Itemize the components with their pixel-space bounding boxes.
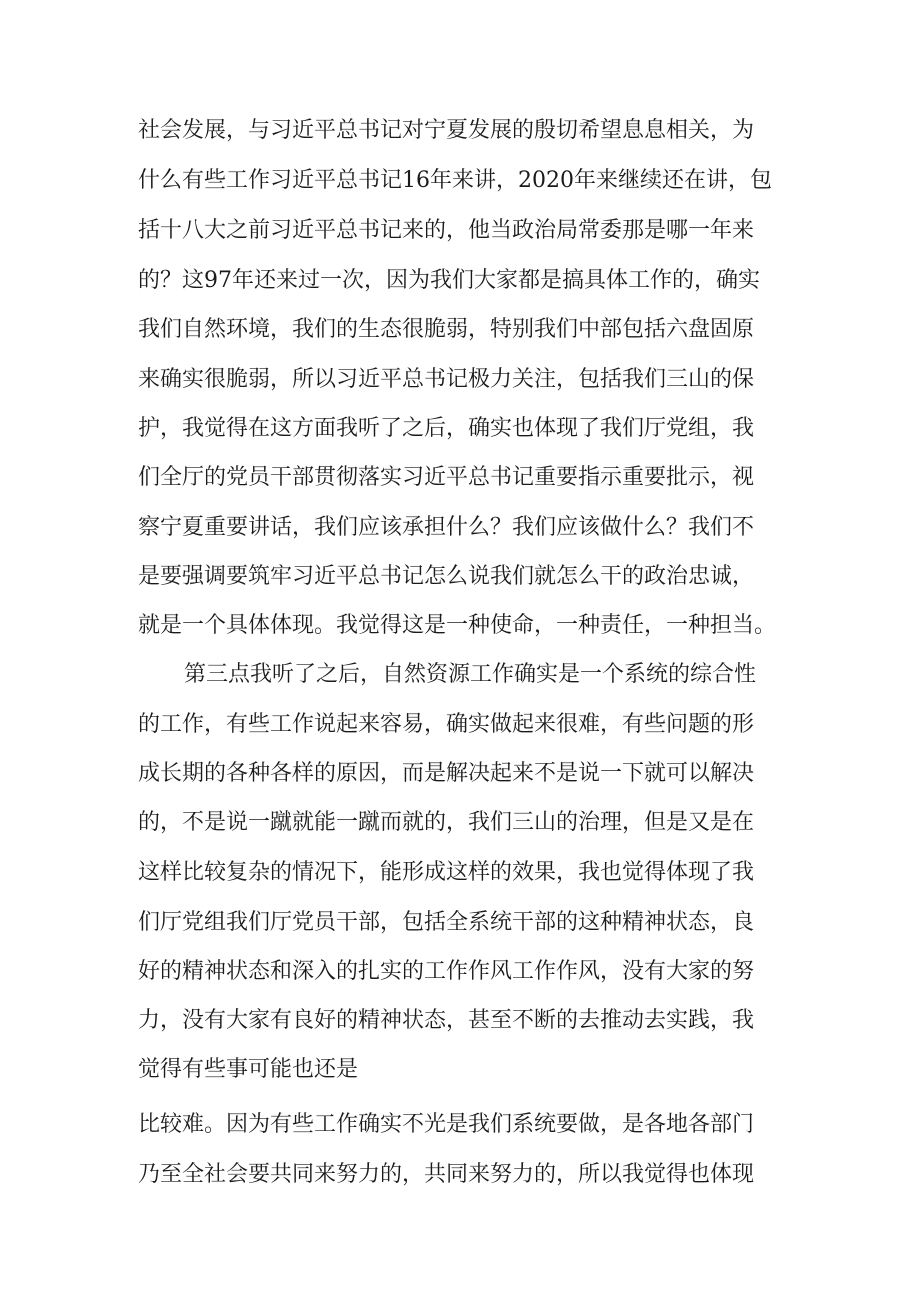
text-line: 们全厅的党员干部贯彻落实习近平总书记重要指示重要批示，视	[138, 465, 755, 490]
text-line: 是要强调要筑牢习近平总书记怎么说我们就怎么干的政治忠诚，	[138, 564, 755, 589]
text-line: 护，我觉得在这方面我听了之后，确实也体现了我们厅党组，我	[138, 416, 755, 441]
text-line: 这样比较复杂的情况下，能形成这样的效果，我也觉得体现了我	[138, 860, 755, 885]
text-line: 们厅党组我们厅党员干部，包括全系统干部的这种精神状态，良	[138, 910, 755, 935]
text-line: 觉得有些事可能也还是	[138, 1057, 359, 1082]
text-line: 好的精神状态和深入的扎实的工作作风工作作风，没有大家的努	[138, 959, 755, 984]
text-line: 比较难。因为有些工作确实不光是我们系统要做，是各地各部门	[138, 1112, 755, 1137]
text-line: 的工作，有些工作说起来容易，确实做起来很难，有些问题的形	[138, 712, 755, 737]
text-line: 就是一个具体体现。我觉得这是一种使命，一种责任，一种担当。	[138, 613, 777, 638]
text-line: 来确实很脆弱，所以习近平总书记极力关注，包括我们三山的保	[138, 367, 755, 392]
text-line: 的？这97年还来过一次，因为我们大家都是搞具体工作的，确实	[138, 268, 760, 293]
text-line: 的，不是说一蹴就能一蹴而就的，我们三山的治理，但是又是在	[138, 810, 755, 835]
text-line: 社会发展，与习近平总书记对宁夏发展的殷切希望息息相关，为	[138, 118, 755, 143]
text-line: 察宁夏重要讲话，我们应该承担什么？我们应该做什么？我们不	[138, 515, 755, 540]
text-line: 乃至全社会要共同来努力的，共同来努力的，所以我觉得也体现	[138, 1162, 755, 1187]
text-line: 我们自然环境，我们的生态很脆弱，特别我们中部包括六盘固原	[138, 317, 755, 342]
paragraph-first-line: 第三点我听了之后，自然资源工作确实是一个系统的综合性	[184, 662, 757, 687]
text-line: 力，没有大家有良好的精神状态，甚至不断的去推动去实践，我	[138, 1008, 755, 1033]
text-line: 括十八大之前习近平总书记来的，他当政治局常委那是哪一年来	[138, 218, 755, 243]
text-line: 什么有些工作习近平总书记16年来讲，2020年来继续还在讲，包	[138, 168, 772, 193]
text-line: 成长期的各种各样的原因，而是解决起来不是说一下就可以解决	[138, 761, 755, 786]
